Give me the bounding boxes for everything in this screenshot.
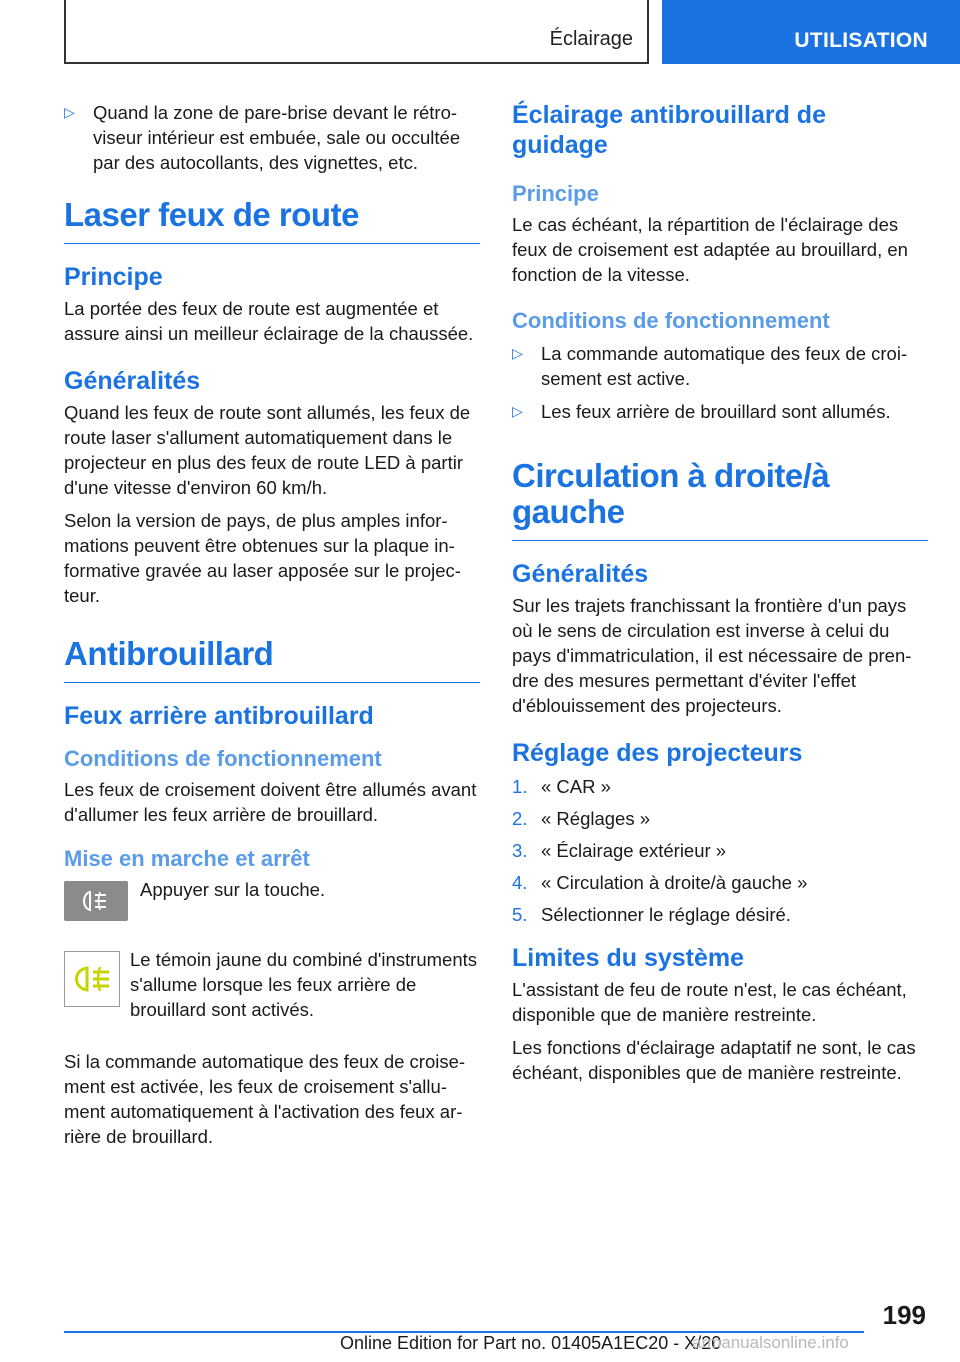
paragraph-press-button: Appuyer sur la touche. (140, 879, 326, 900)
header-section-box (64, 0, 649, 64)
conditions-bullet-list (512, 341, 928, 424)
heading-laser-feux-de-route: Laser feux de route (64, 197, 480, 244)
list-item (512, 399, 928, 424)
heading-feux-arriere-antibrouillard: Feux arrière antibrouillard (64, 702, 374, 730)
paragraph-principe-guidage: Le cas échéant, la répartition de l'éclairage des feux de croisement est adaptée au brouillard, en fonction de la vitesse. (512, 214, 908, 285)
heading-principe-guidage: Principe (512, 181, 599, 206)
list-item: 5. Sélectionner le réglage désiré. (512, 904, 791, 925)
rear-fog-light-button-icon (64, 881, 128, 921)
page-number: 199 (882, 1300, 926, 1330)
triangle-bullet-icon: ▷ (512, 403, 523, 419)
header-chapter-tab (662, 0, 960, 64)
heading-antibrouillard: Antibrouillard (64, 636, 480, 683)
reglage-steps-list (512, 774, 928, 927)
header-section-title: Éclairage (549, 28, 633, 50)
heading-limites-systeme: Limites du système (512, 944, 745, 972)
paragraph-generalites-circulation: Sur les trajets franchissant la frontière d'un pays où le sens de circulation est inverse à celui du pays d'immatriculation, il est nécessaire de prendre des mesures permettant d'éviter l'effet d'éblouissement des projecteurs. (512, 595, 912, 716)
paragraph-generalites-1: Quand les feux de route sont allumés, les feux de route laser s'allument automatiquement dans le projecteur en plus des feux de route LED à partir d'une vitesse d'environ 60 km/h. (64, 402, 471, 498)
triangle-bullet-icon: ▷ (64, 104, 75, 120)
footer-watermark: armanualsonline.info (692, 1333, 849, 1352)
list-item (512, 341, 928, 391)
list-item: 3. « Éclairage extérieur » (512, 840, 727, 861)
heading-circulation: Circulation à droite/à gauche (512, 458, 928, 541)
fog-button-row (64, 877, 480, 935)
list-item-text: Quand la zone de pare-brise devant le rétroviseur intérieur est embuée, sale ou occultée par des autocollants, des vignettes, etc. (93, 102, 461, 173)
rear-fog-light-indicator-icon (64, 951, 120, 1007)
paragraph-generalites-2: Selon la version de pays, de plus amples informations peuvent être obtenues sur la plaque informative gravée au laser apposée sur le projecteur. (64, 510, 461, 606)
heading-eclairage-guidage: Éclairage antibrouillard de guidage (512, 101, 826, 159)
list-item-text: La commande automatique des feux de croisement est active. (541, 343, 908, 389)
left-column (64, 100, 480, 1157)
paragraph-principe: La portée des feux de route est augmentée et assure ainsi un meilleur éclairage de la chaussée. (64, 298, 474, 344)
paragraph-indicator: Le témoin jaune du combiné d'instruments s'allume lorsque les feux arrière de brouillard sont activés. (130, 949, 478, 1020)
heading-conditions: Conditions de fonctionnement (64, 746, 382, 771)
heading-conditions-guidage: Conditions de fonctionnement (512, 308, 830, 333)
heading-reglage-projecteurs: Réglage des projecteurs (512, 739, 803, 767)
heading-principe: Principe (64, 263, 163, 291)
paragraph-limites-1: L'assistant de feu de route n'est, le cas échéant, disponible que de manière restreinte. (512, 979, 907, 1025)
list-item-text: Les feux arrière de brouillard sont allumés. (541, 401, 891, 422)
footer-edition: Online Edition for Part no. 01405A1EC20 - X/20 (340, 1333, 722, 1353)
list-item: 4. « Circulation à droite/à gauche » (512, 872, 808, 893)
heading-generalites-circulation: Généralités (512, 560, 649, 588)
list-item (64, 100, 480, 175)
heading-generalites: Généralités (64, 367, 201, 395)
paragraph-conditions: Les feux de croisement doivent être allumés avant d'allumer les feux arrière de brouillard. (64, 779, 477, 825)
paragraph-limites-2: Les fonctions d'éclairage adaptatif ne sont, le cas échéant, disponibles que de manière restreinte. (512, 1037, 916, 1083)
right-column (512, 100, 928, 1093)
fog-indicator-row (64, 947, 480, 1037)
list-item: 2. « Réglages » (512, 808, 651, 829)
header-chapter-title: UTILISATION (794, 29, 928, 52)
heading-mise-en-marche: Mise en marche et arrêt (64, 846, 310, 871)
triangle-bullet-icon: ▷ (512, 345, 523, 361)
paragraph-auto-headlights: Si la commande automatique des feux de croisement est activée, les feux de croisement s'allument automatiquement à l'activation des feux arrière de brouillard. (64, 1051, 466, 1147)
intro-bullet-list (64, 100, 480, 175)
list-item: 1. « CAR » (512, 776, 611, 797)
